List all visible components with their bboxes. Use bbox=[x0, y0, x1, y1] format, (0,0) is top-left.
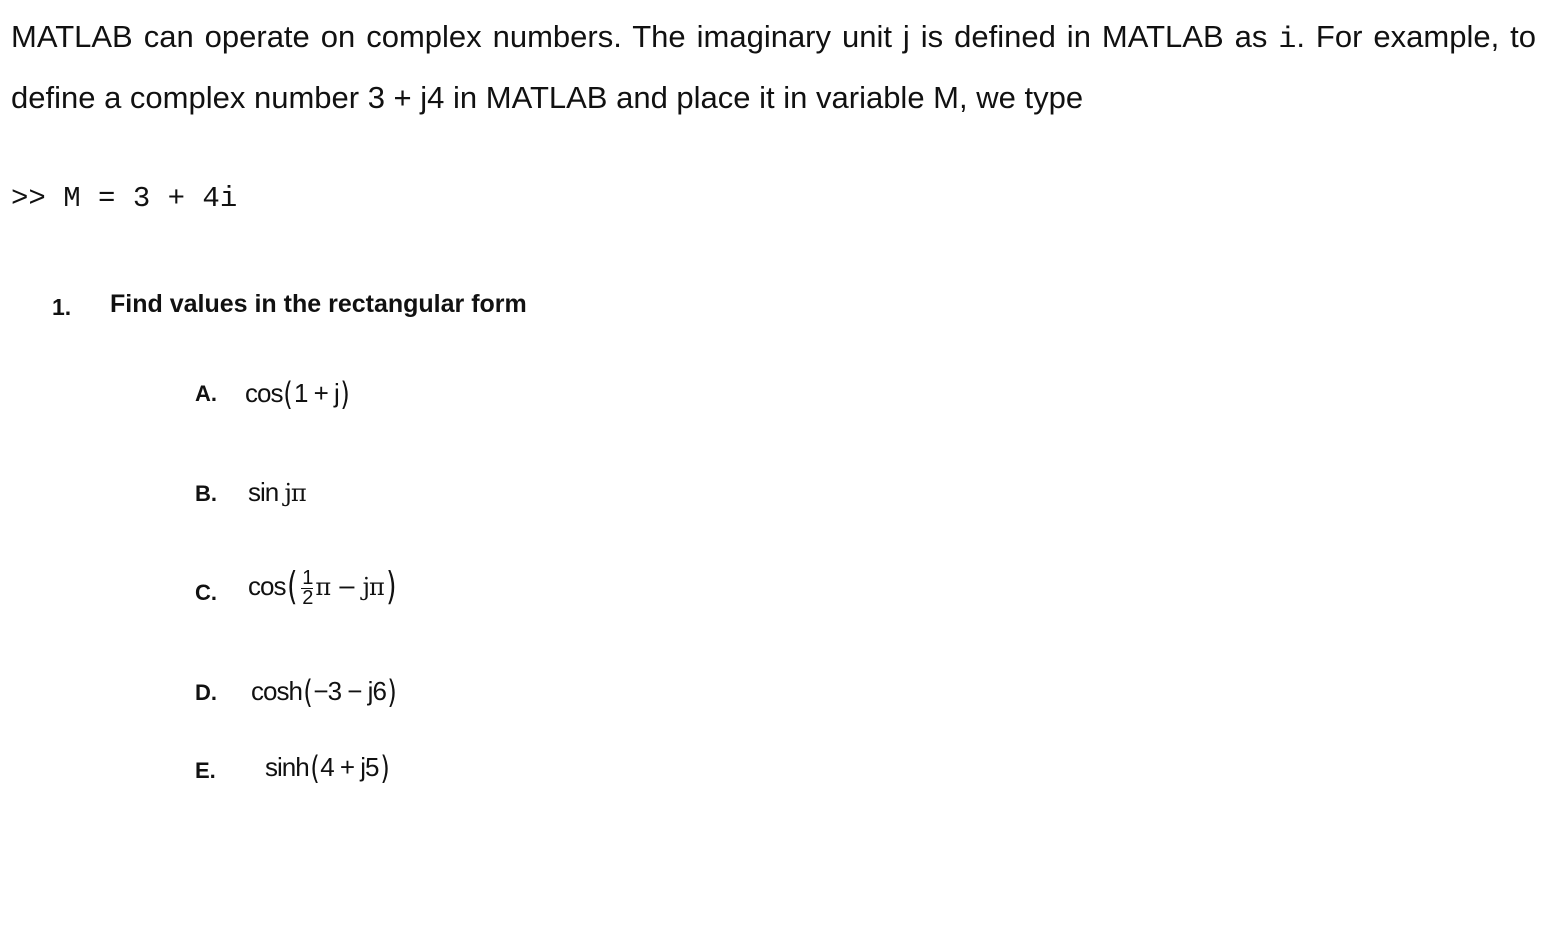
option-d-open: ( bbox=[303, 673, 312, 711]
option-c-fraction bbox=[301, 566, 313, 609]
option-c-func: cos bbox=[248, 571, 286, 601]
option-c-frac-num: 1 bbox=[302, 566, 313, 589]
option-e-arg: 4 + j5 bbox=[320, 752, 379, 782]
option-c-label: C. bbox=[195, 580, 217, 605]
option-d-func: cosh bbox=[251, 676, 302, 706]
option-e-open: ( bbox=[310, 749, 319, 787]
intro-text-after: . For example, to define a complex number 3 + j4 in MATLAB and place it in variable M, we type bbox=[11, 19, 1537, 115]
option-e-func: sinh bbox=[265, 752, 309, 782]
option-c-close: ) bbox=[385, 564, 396, 608]
option-e-close: ) bbox=[379, 749, 389, 787]
option-a-arg: 1 + j bbox=[293, 378, 339, 408]
option-b-func: sin bbox=[248, 477, 279, 507]
option-e-expression bbox=[265, 749, 390, 787]
option-a-label: A. bbox=[195, 381, 217, 406]
option-b-label: B. bbox=[195, 481, 217, 506]
option-d-expression bbox=[251, 673, 397, 711]
option-c-expression bbox=[248, 564, 398, 608]
option-d-close: ) bbox=[387, 673, 396, 711]
option-a-func: cos bbox=[245, 378, 283, 408]
option-a-open: ( bbox=[283, 375, 293, 413]
inline-code-i: i bbox=[1278, 23, 1297, 57]
option-e-label: E. bbox=[195, 758, 216, 783]
intro-paragraph bbox=[11, 8, 1536, 127]
option-a-expression bbox=[245, 375, 350, 413]
option-d-arg: −3 − j6 bbox=[313, 676, 386, 706]
option-c-arg: π − jπ bbox=[315, 573, 384, 601]
matlab-code-line: >> M = 3 + 4i bbox=[11, 182, 238, 215]
intro-text-before: MATLAB can operate on complex numbers. The imaginary unit j is defined in MATLAB as bbox=[11, 19, 1279, 54]
option-a-close: ) bbox=[340, 375, 349, 413]
option-c-open: ( bbox=[287, 564, 298, 608]
option-b-arg: jπ bbox=[284, 479, 306, 507]
option-c-frac-den: 2 bbox=[302, 586, 313, 609]
question-number: 1. bbox=[52, 294, 72, 320]
option-d-label: D. bbox=[195, 680, 217, 705]
question-title: Find values in the rectangular form bbox=[110, 290, 527, 318]
option-b-expression bbox=[248, 477, 306, 508]
